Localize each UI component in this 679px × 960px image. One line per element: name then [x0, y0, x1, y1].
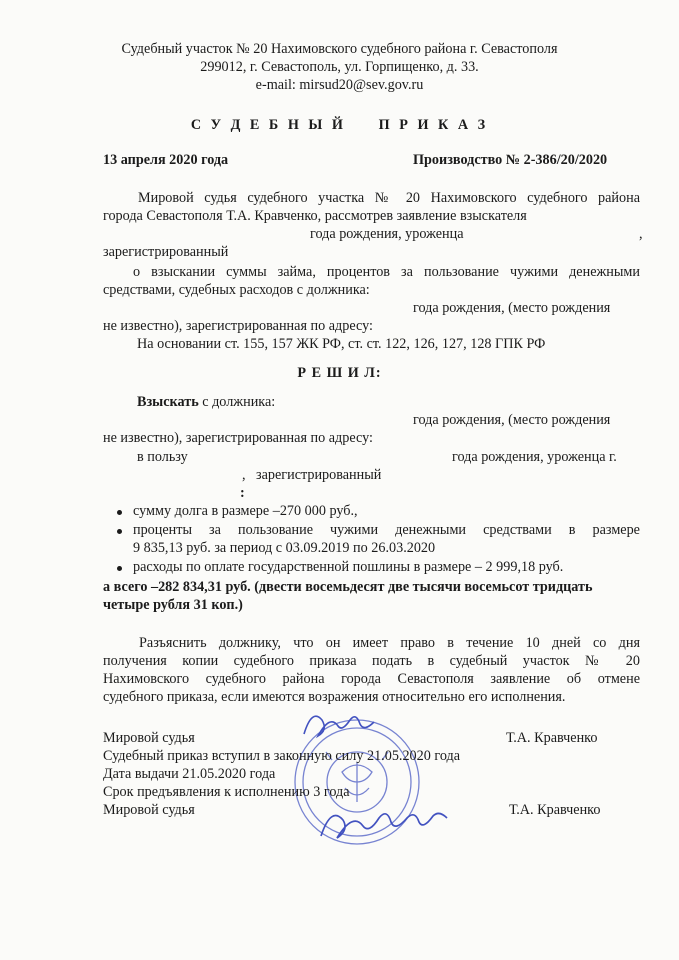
issue-date: Дата выдачи 21.05.2020 года: [103, 766, 276, 782]
case-number: Производство № 2-386/20/2020: [413, 152, 608, 168]
court-email: e-mail: mirsud20@sev.gov.ru: [255, 77, 424, 93]
enforcement-term: Срок предъявления к исполнению 3 года: [103, 784, 350, 800]
explain-line-3: Нахимовского судебного района города Севастополя заявление об отмене: [103, 671, 640, 687]
bullet-icon: [117, 566, 122, 571]
decision-line-3: не известно), зарегистрированная по адресу:: [103, 430, 373, 446]
explain-line-1: Разъяснить должнику, что он имеет право в течение 10 дней со дня: [139, 635, 640, 651]
intro-line-1: Мировой судья судебного участка № 20 Нахимовского судебного района: [138, 190, 640, 206]
explain-line-4: судебного приказа, если имеются возражения относительно его исполнения.: [103, 689, 566, 705]
total-line-1: а всего –282 834,31 руб. (двести восемьдесят две тысячи восемьсот тридцать: [103, 579, 593, 595]
intro-line-3-comma: ,: [639, 226, 643, 242]
collect-keyword: Взыскать: [137, 394, 199, 410]
judge-title-2: Мировой судья: [103, 802, 195, 818]
judge-name-1: Т.А. Кравченко: [506, 730, 598, 746]
bullet-icon: [117, 529, 122, 534]
item-interest-period: 9 835,13 руб. за период с 03.09.2019 по 26.03.2020: [133, 540, 436, 556]
explain-line-2: получения копии судебного приказа подать в судебный участок № 20: [103, 653, 640, 669]
intro-line-3: года рождения, уроженца: [310, 226, 464, 242]
intro-line-4: зарегистрированный: [103, 244, 229, 260]
intro-line-5: о взыскании суммы займа, процентов за пользование чужими денежными: [133, 264, 640, 280]
intro-line-8: не известно), зарегистрированная по адресу:: [103, 318, 373, 334]
in-favor-of: в пользу: [137, 449, 188, 465]
order-date: 13 апреля 2020 года: [103, 152, 229, 168]
judge-name-2: Т.А. Кравченко: [509, 802, 601, 818]
bullet-icon: [117, 510, 122, 515]
item-state-fee: расходы по оплате государственной пошлины в размере – 2 999,18 руб.: [133, 559, 564, 575]
decision-line-4: года рождения, уроженца г.: [452, 449, 617, 465]
judge-title-1: Мировой судья: [103, 730, 195, 746]
decision-line-5-comma: ,: [242, 467, 246, 483]
court-address-line2: 299012, г. Севастополь, ул. Горпищенко, д. 33.: [200, 59, 479, 75]
signature-1: [298, 704, 388, 744]
intro-line-2: города Севастополя Т.А. Кравченко, рассмотрев заявление взыскателя: [103, 208, 527, 224]
legal-basis: На основании ст. 155, 157 ЖК РФ, ст. ст. 122, 126, 127, 128 ГПК РФ: [137, 336, 546, 352]
effective-date: Судебный приказ вступил в законную силу 21.05.2020 года: [103, 748, 461, 764]
court-address-line1: Судебный участок № 20 Нахимовского судебного района г. Севастополя: [121, 41, 558, 57]
document-title: С У Д Е Б Н Ы Й П Р И К А З: [190, 117, 489, 133]
decision-line-2: года рождения, (место рождения: [413, 412, 611, 428]
decision-line-5: зарегистрированный: [256, 467, 382, 483]
total-line-2: четыре рубля 31 коп.): [103, 597, 243, 613]
collect-line: [137, 393, 275, 411]
item-interest: проценты за пользование чужими денежными средствами в размере: [133, 522, 640, 538]
decision-colon: :: [240, 485, 245, 501]
intro-line-7: года рождения, (место рождения: [413, 300, 611, 316]
item-debt: сумму долга в размере –270 000 руб.,: [133, 503, 358, 519]
signature-2: [315, 800, 465, 850]
resolved-heading: Р Е Ш И Л:: [297, 365, 382, 381]
intro-line-6: средствами, судебных расходов с должника:: [103, 282, 370, 298]
collect-from-debtor: с должника:: [198, 394, 276, 410]
